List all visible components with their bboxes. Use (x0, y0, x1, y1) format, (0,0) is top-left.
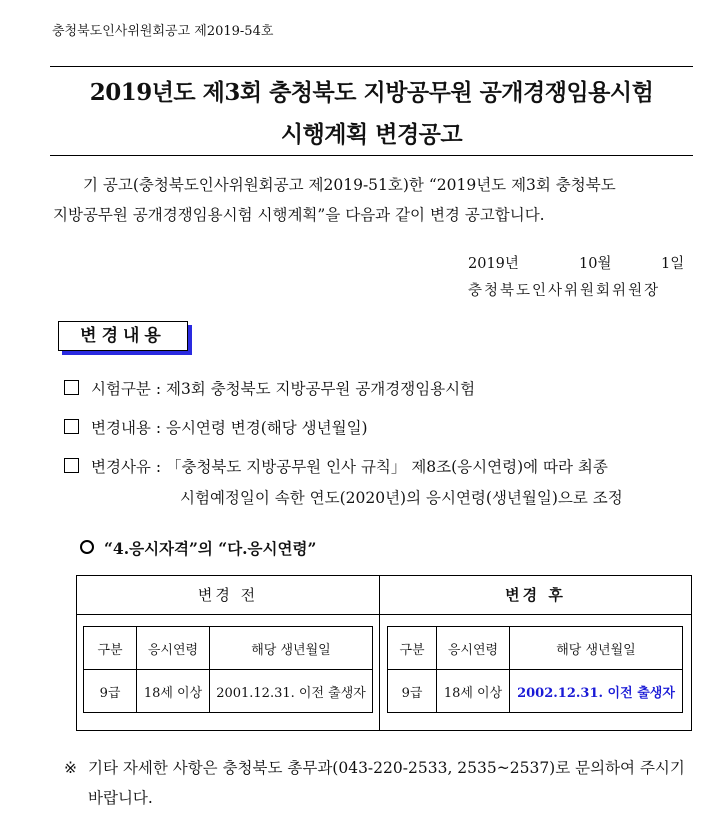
notice-number: 충청북도인사위원회공고 제2019-54호 (52, 24, 274, 39)
column-header: 해당 생년월일 (210, 627, 373, 670)
table-cell: 9급 (388, 670, 437, 713)
circle-bullet-icon (80, 540, 94, 554)
page-title-line2: 시행계획 변경공고 (280, 121, 463, 148)
table-cell: 18세 이상 (437, 670, 510, 713)
table-cell: 2001.12.31. 이전 출생자 (210, 670, 373, 713)
item-label: 변경내용 : 응시연령 변경(해당 생년월일) (91, 419, 368, 437)
date-month: 10월 (579, 256, 612, 272)
checkbox-icon (64, 458, 79, 473)
page-title-line1: 2019년도 제3회 충청북도 지방공무원 공개경쟁임용시험 (89, 79, 654, 106)
list-item (64, 416, 368, 438)
intro-line-2: 지방공무원 공개경쟁임용시험 시행계획”을 다음과 같이 변경 공고합니다. (53, 206, 545, 224)
subheading-text: “4.응시자격”의 “다.응시연령” (104, 539, 317, 558)
item-label: 변경사유 : 「충청북도 지방공무원 인사 규칙」 제8조(응시연령)에 따라 최종 (91, 458, 608, 476)
before-table (83, 626, 373, 713)
checkbox-icon (64, 380, 79, 395)
section-title-box: 변경내용 (58, 321, 188, 351)
date-day: 1일 (661, 256, 685, 272)
subheading (80, 537, 316, 559)
table-cell: 18세 이상 (137, 670, 210, 713)
issuer: 충청북도인사위원회위원장 (468, 283, 661, 299)
after-table (387, 626, 683, 713)
item-label: 시험구분 : 제3회 충청북도 지방공무원 공개경쟁임용시험 (91, 380, 476, 398)
comparison-table (76, 575, 692, 731)
list-item (64, 377, 475, 399)
after-header: 변경 후 (505, 586, 566, 604)
before-header: 변경 전 (197, 586, 259, 604)
intro-paragraph (53, 170, 699, 230)
reference-mark-icon: ※ (64, 759, 77, 777)
changed-value: 2002.12.31. 이전 출생자 (510, 670, 683, 713)
header-divider (77, 614, 691, 615)
date-year: 2019년 (468, 256, 519, 272)
list-item (64, 455, 608, 477)
title-bottom-rule (50, 155, 693, 156)
item-continuation: 시험예정일이 속한 연도(2020년)의 응시연령(생년월일)으로 조정 (180, 489, 623, 507)
intro-line-1: 기 공고(충청북도인사위원회공고 제2019-51호)한 “2019년도 제3회 충청북도 (83, 176, 616, 194)
checkbox-icon (64, 419, 79, 434)
footnote-text: 기타 자세한 사항은 충청북도 총무과(043-220-2533, 2535~2537)로 문의하여 주시기 바랍니다. (88, 759, 685, 807)
column-header: 해당 생년월일 (510, 627, 683, 670)
table-cell: 9급 (84, 670, 137, 713)
column-header: 구분 (84, 627, 137, 670)
column-header: 응시연령 (137, 627, 210, 670)
column-header: 응시연령 (437, 627, 510, 670)
title-top-rule (50, 66, 693, 67)
column-header: 구분 (388, 627, 437, 670)
